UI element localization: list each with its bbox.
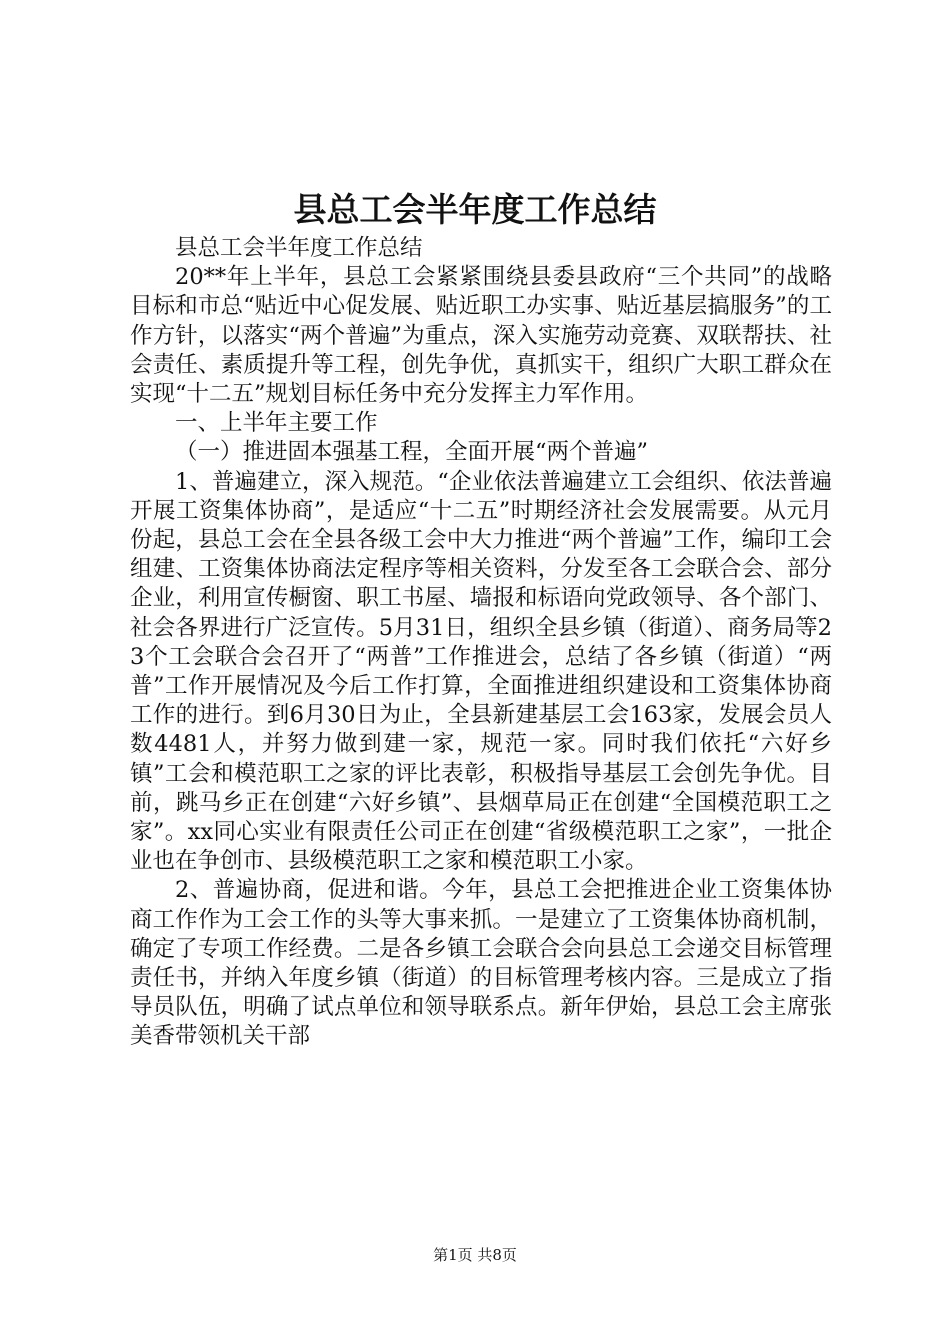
body-paragraph-2: 2、普遍协商，促进和谐。今年，县总工会把推进企业工资集体协商工作作为工会工作的头等大事来抓。一是建立了工资集体协商机制，确定了专项工作经费。二是各乡镇工会联合会向县总工会递交目标管理责任书，并纳入年度乡镇（街道）的目标管理考核内容。三是成立了指导员队伍，明确了试点单位和领导联系点。新年伊始，县总工会主席张美香带领机关干部 bbox=[130, 877, 832, 1050]
subtitle-paragraph: 县总工会半年度工作总结 bbox=[175, 235, 423, 261]
document-body bbox=[130, 234, 832, 1052]
intro-paragraph: 20**年上半年，县总工会紧紧围绕县委县政府“三个共同”的战略目标和市总“贴近中心促发展、贴近职工办实事、贴近基层搞服务”的工作方针，以落实“两个普遍”为重点，深入实施劳动竞赛、双联帮扶、社会责任、素质提升等工程，创先争优，真抓实干，组织广大职工群众在实现“十二五”规划目标任务中充分发挥主力军作用。 bbox=[130, 264, 832, 408]
document-title: 县总工会半年度工作总结 bbox=[293, 190, 657, 229]
subsection-heading: （一）推进固本强基工程，全面开展“两个普遍” bbox=[175, 439, 649, 466]
body-paragraph-1: 1、普遍建立，深入规范。“企业依法普遍建立工会组织、依法普遍开展工资集体协商”，是适应“十二五”时期经济社会发展需要。从元月份起，县总工会在全县各级工会中大力推进“两个普遍”工作，编印工会组建、工资集体协商法定程序等相关资料，分发至各工会联合会、部分企业，利用宣传橱窗、职工书屋、墙报和标语向党政领导、各个部门、社会各界进行广泛宣传。5月31日，组织全县乡镇（街道）、商务局等23个工会联合会召开了“两普”工作推进会，总结了各乡镇（街道）“两普”工作开展情况及今后工作打算，全面推进组织建设和工资集体协商工作的进行。到6月30日为止，全县新建基层工会163家，发展会员人数4481人，并努力做到建一家，规范一家。同时我们依托“六好乡镇”工会和模范职工之家的评比表彰，积极指导基层工会创先争优。目前，跳马乡正在创建“六好乡镇”、县烟草局正在创建“全国模范职工之家”。xx同心实业有限责任公司正在创建“省级模范职工之家”，一批企业也在争创市、县级模范职工之家和模范职工小家。 bbox=[130, 468, 832, 875]
section-heading: 一、上半年主要工作 bbox=[175, 410, 378, 437]
page-number: 第1页 共8页 bbox=[433, 1246, 517, 1264]
